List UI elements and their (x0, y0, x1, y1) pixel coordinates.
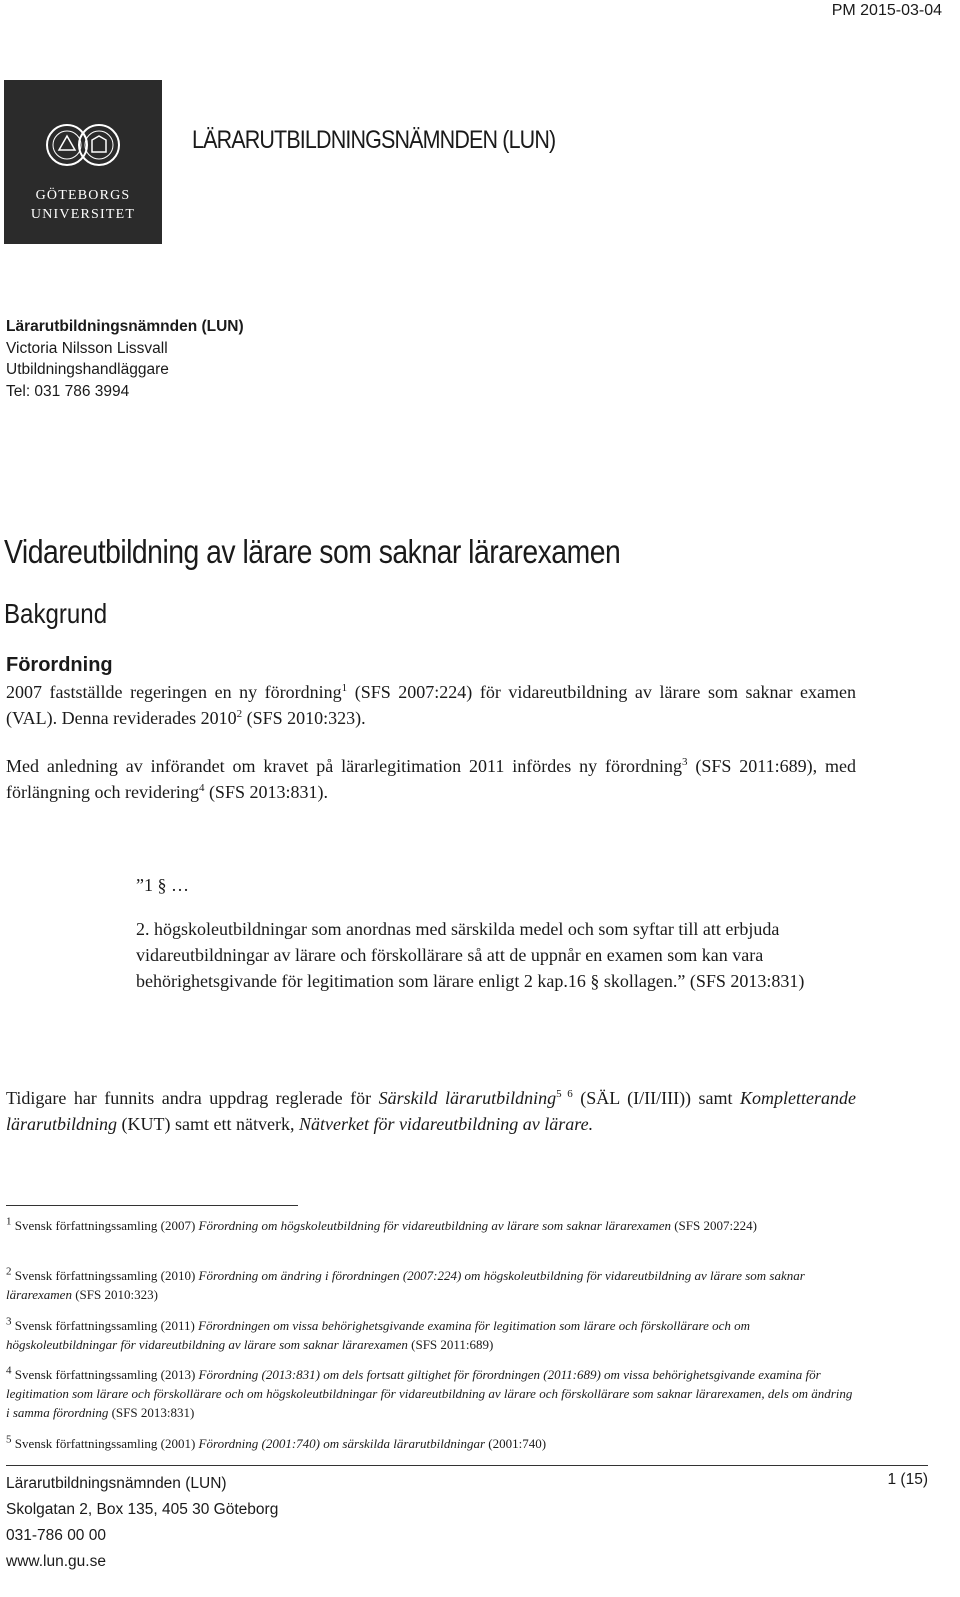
footnote-2: $^2$ Svensk författningssamling (2010) Förordning om ändring i förordningen (2007:224) om högskoleutbildning för vidareutbildning av lärare som saknar lärarexamen (SFS 2010:323) (6, 1265, 805, 1302)
section-heading: Bakgrund (4, 598, 108, 629)
subsection-heading: Förordning (6, 654, 113, 676)
contact-organization: Lärarutbildningsnämnden (LUN) (6, 318, 244, 335)
document-date: PM 2015-03-04 (831, 2, 942, 19)
footer-phone: 031-786 00 00 (6, 1527, 106, 1544)
footer-address: Skolgatan 2, Box 135, 405 30 Göteborg (6, 1501, 279, 1518)
page-number: 1 (15) (887, 1471, 928, 1488)
logo-text-line2: UNIVERSITET (30, 207, 136, 222)
contact-person: Victoria Nilsson Lissvall (6, 339, 168, 357)
paragraph-3: Tidigare har funnits andra uppdrag reglerade för Särskild lärarutbildning$^{5 6}$ (SÄL (I/II/III)) samt Kompletterande lärarutbildning (KUT) samt ett nätverk, Nätverket för vidareutbildning av lärare. (6, 1088, 856, 1134)
footnote-separator (6, 1205, 298, 1206)
footnote-ref-5-6[interactable]: 5 6 (556, 1088, 573, 1100)
paragraph-2: Med anledning av införandet om kravet på lärarlegitimation 2011 infördes ny förordning$^3$ (SFS 2011:689), med förlängning och revidering$^4$ (SFS 2013:831). (6, 756, 857, 802)
contact-role: Utbildningshandläggare (6, 361, 169, 378)
contact-block (6, 316, 244, 402)
emphasis-sal: Särskild lärarutbildning (378, 1088, 557, 1108)
university-seal-icon (45, 114, 121, 176)
footnote-5: $^5$ Svensk författningssamling (2001) Förordning (2001:740) om särskilda lärarutbildningar (2001:740) (6, 1433, 547, 1451)
footnote-ref-2[interactable]: 2 (236, 708, 243, 720)
logo-text-line1: GÖTEBORGS (35, 188, 131, 203)
footer-contact (6, 1471, 278, 1575)
footer-separator (6, 1465, 928, 1466)
footer-organization: Lärarutbildningsnämnden (LUN) (6, 1475, 227, 1492)
footnote-3: $^3$ Svensk författningssamling (2011) Förordningen om vissa behörighetsgivande examina för legitimation som lärare och förskollärare och om högskoleutbildningar för vidareutbildning av lärare som saknar lärarexamen (SFS 2011:689) (6, 1315, 751, 1352)
emphasis-kut: Kompletterande lärarutbildning (6, 1088, 856, 1134)
university-logo (4, 80, 162, 244)
footer-website-link[interactable]: www.lun.gu.se (6, 1553, 106, 1570)
paragraph-1: 2007 fastställde regeringen en ny förordning$^1$ (SFS 2007:224) för vidareutbildning av lärare som saknar examen (VAL). Denna reviderades 2010$^2$ (SFS 2010:323). (6, 682, 857, 728)
footnote-4: $^4$ Svensk författningssamling (2013) Förordning (2013:831) om dels fortsatt giltighet för förordningen (2011:689) om vissa behörighetsgivande examina för legitimation som lärare och förskollärare och om högskoleutbildningar för vidareutbildning av lärare och förskollärare som saknar lärarexamen, dels om ändring i samma förordning (SFS 2013:831) (6, 1364, 853, 1420)
emphasis-network: Nätverket för vidareutbildning av lärare. (298, 1114, 594, 1134)
footnote-1: $^1$ Svensk författningssamling (2007) Förordning om högskoleutbildning för vidareutbildning av lärare som saknar lärarexamen (SFS 2007:224) (6, 1215, 757, 1233)
organization-title: LÄRARUTBILDNINGSNÄMNDEN (LUN) (192, 126, 556, 154)
quote-heading: ”1 § … (136, 875, 189, 895)
document-title: Vidareutbildning av lärare som saknar lärarexamen (4, 533, 621, 570)
quote-body: 2. högskoleutbildningar som anordnas med särskilda medel och som syftar till att erbjuda vidareutbildningar av lärare och förskollärare så att de uppnår en examen som kan vara behörighetsgivande för legitimation som lärare enligt 2 kap.16 § skollagen.” (SFS 2013:831) (136, 919, 805, 991)
contact-phone: Tel: 031 786 3994 (6, 382, 130, 400)
footnote-ref-4[interactable]: 4 (198, 782, 205, 794)
footnote-ref-3[interactable]: 3 (681, 756, 688, 768)
footnote-ref-1[interactable]: 1 (341, 682, 348, 694)
